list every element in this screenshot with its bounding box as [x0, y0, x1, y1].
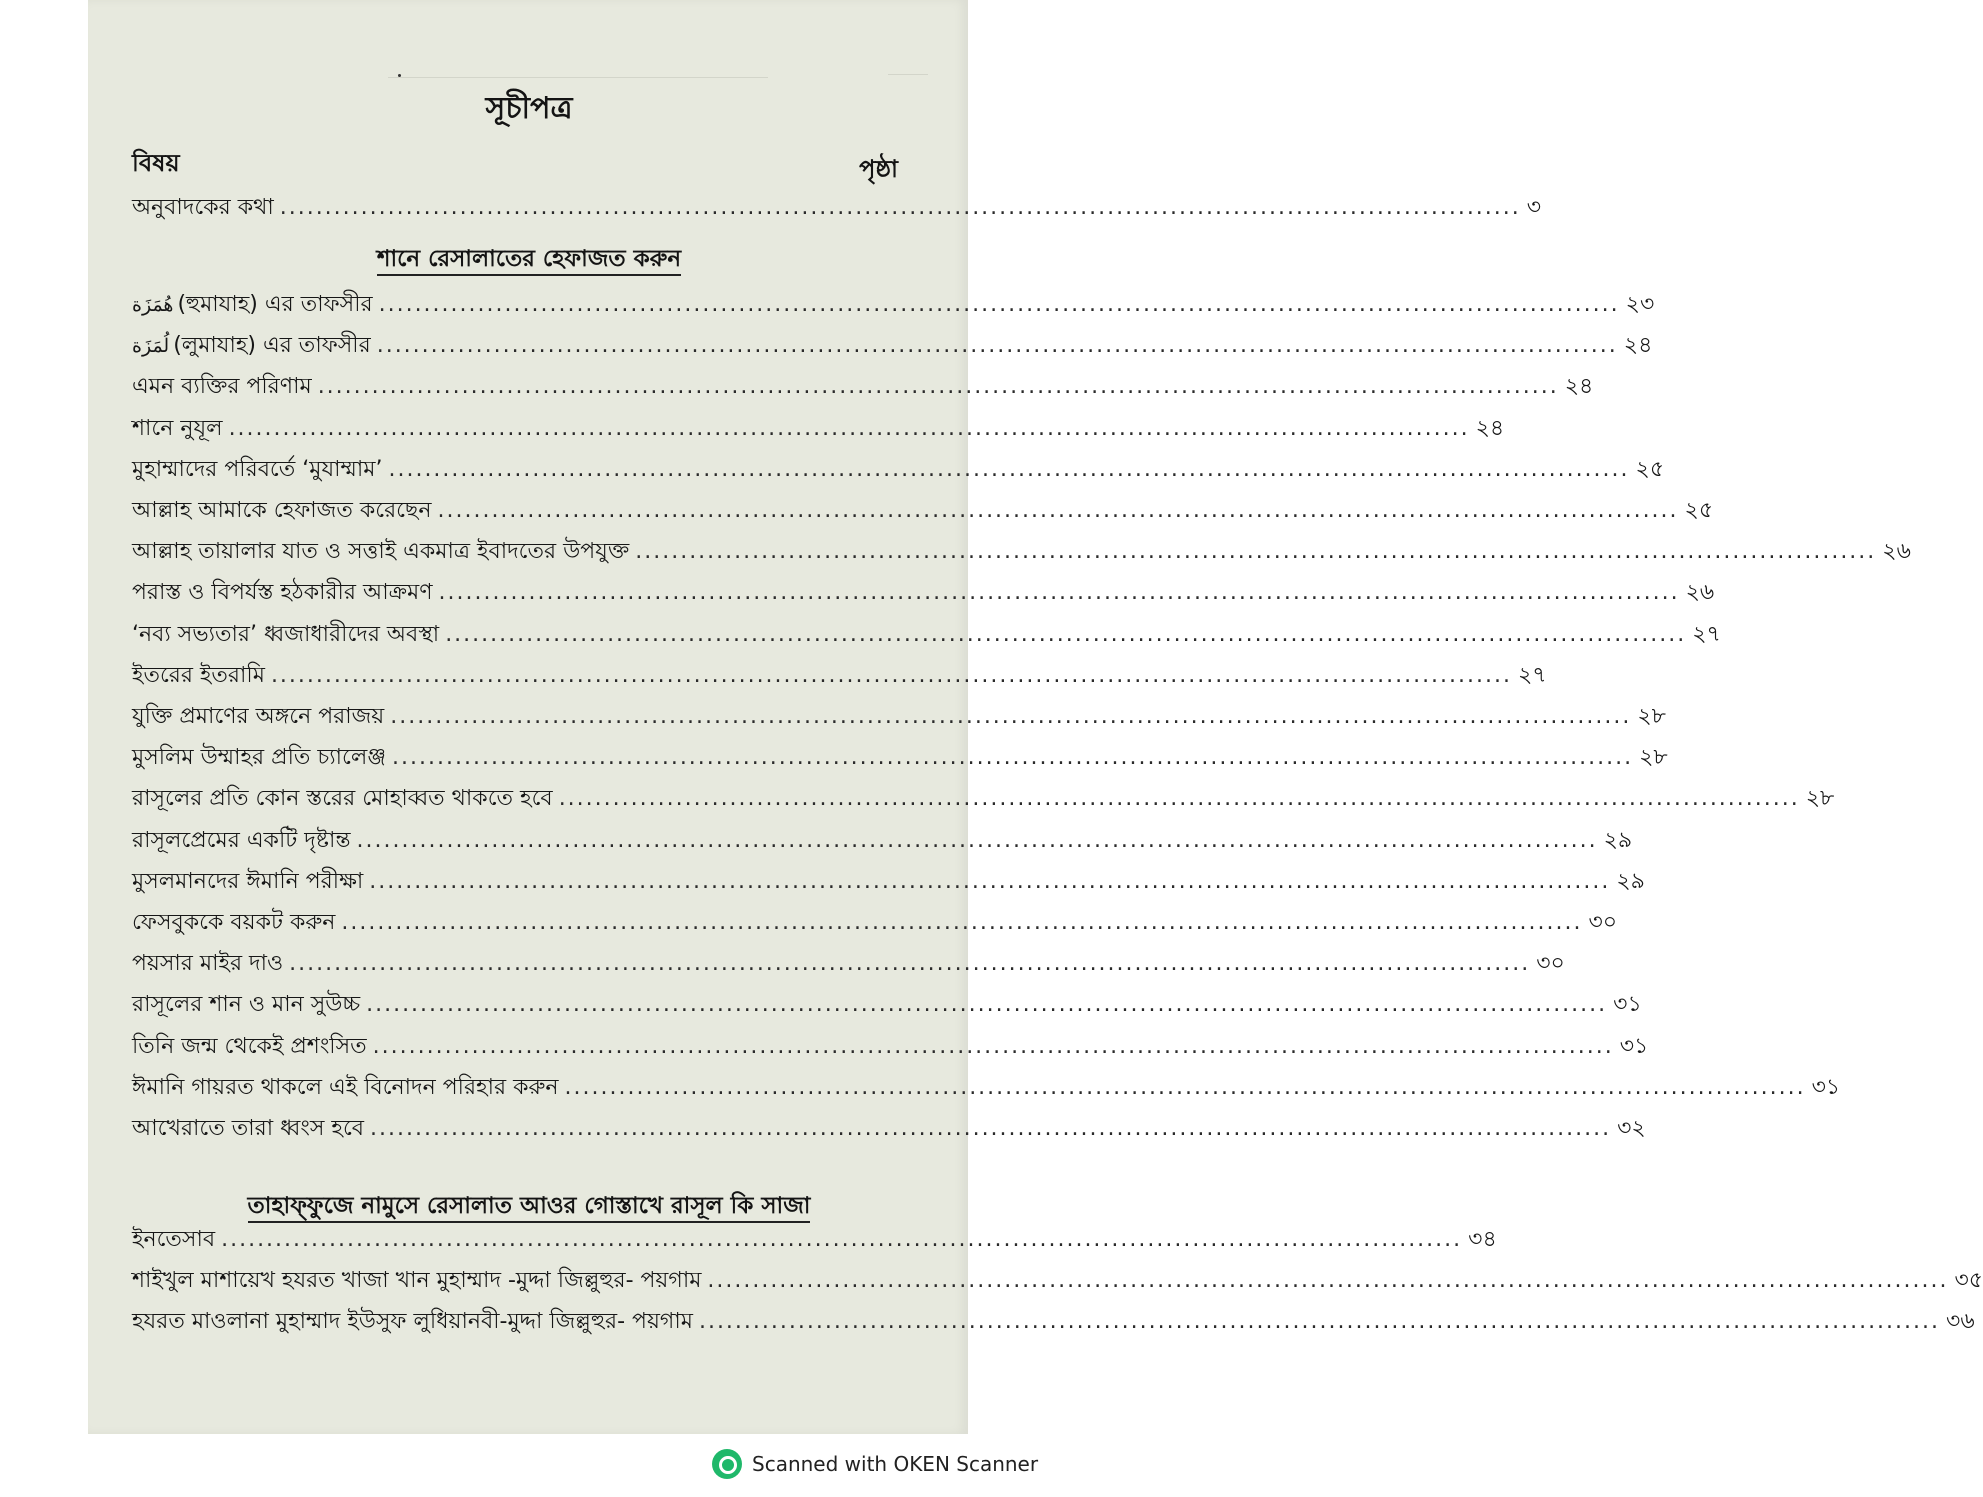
toc-entry-label: এমন ব্যক্তির পরিণাম	[132, 374, 312, 400]
toc-entry	[132, 575, 1715, 609]
toc-entry	[132, 1263, 1983, 1297]
scanner-text: Scanned with OKEN Scanner	[752, 1452, 1039, 1476]
toc-entry-label: পরাস্ত ও বিপর্যস্ত হঠকারীর আক্রমণ	[132, 580, 433, 606]
leader-dots: ..........................................................................................................................................	[270, 662, 1512, 688]
toc-entry-page: ২৮	[1639, 745, 1668, 771]
toc-entry	[132, 864, 1645, 898]
toc-entry	[132, 534, 1911, 568]
toc-entry-label: পয়সার মাইর দাও	[132, 951, 284, 977]
toc-entry-page: ৩১	[1811, 1074, 1841, 1100]
toc-entry-label: আল্লাহ তায়ালার যাত ও সত্তাই একমাত্র ইবাদতের উপযুক্ত	[132, 539, 630, 565]
toc-entry-label: ইনতেসাব	[132, 1227, 216, 1252]
toc-entry-label: শানে নুযূল	[132, 415, 223, 441]
leader-dots: ..........................................................................................................................................	[390, 704, 1632, 729]
print-speck	[398, 74, 401, 77]
leader-dots: ..........................................................................................................................................	[437, 498, 1679, 523]
toc-entry	[132, 1070, 1841, 1104]
arabic-word: لُمَزَة	[132, 335, 170, 358]
toc-entry-label: যুক্তি প্রমাণের অঙ্গনে পরাজয়	[132, 704, 385, 729]
toc-entry-page: ২৭	[1518, 662, 1547, 688]
toc-entry-page: ২৮	[1637, 704, 1666, 729]
toc-entry	[132, 190, 1542, 224]
toc-entry-page: ২৯	[1603, 827, 1633, 853]
toc-entry	[132, 740, 1668, 774]
toc-entry	[132, 617, 1721, 651]
page-title: সূচীপত্র	[485, 91, 573, 126]
toc-entry-page: ২৪	[1623, 333, 1653, 359]
toc-entry-label	[132, 287, 373, 324]
section-title: শানে রেসালাতের হেফাজত করুন	[0, 240, 1058, 279]
toc-entry	[132, 287, 1655, 321]
toc-entry-page: ২৩	[1625, 292, 1655, 317]
leader-dots: ..........................................................................................................................................	[228, 415, 1470, 441]
toc-header	[132, 145, 898, 183]
toc-entry-label: তিনি জন্ম থেকেই প্রশংসিত	[132, 1033, 367, 1059]
leader-dots: ..........................................................................................................................................	[445, 621, 1687, 647]
toc-entry-page: ২৮	[1805, 786, 1835, 812]
toc-entry	[132, 328, 1653, 362]
leader-dots: ..........................................................................................................................................	[635, 539, 1877, 565]
toc-entry-page: ৩০	[1588, 910, 1618, 935]
toc-entry-text: (লুমাযাহ) এর তাফসীর	[173, 333, 371, 359]
toc-entry	[132, 1304, 1975, 1338]
toc-entry	[132, 905, 1618, 939]
toc-entry-label: রাসূলের প্রতি কোন স্তরের মোহাব্বত থাকতে হবে	[132, 786, 553, 812]
toc-entry-label: আখেরাতে তারা ধ্বংস হবে	[132, 1116, 365, 1141]
toc-entry-page: ২৫	[1684, 498, 1714, 523]
leader-dots: ..........................................................................................................................................	[707, 1268, 1949, 1293]
toc-entry-label: মুহাম্মাদের পরিবর্তে ‘মুযাম্মাম’	[132, 456, 383, 482]
toc-entry	[132, 1029, 1649, 1063]
scanner-logo-icon	[712, 1449, 742, 1479]
leader-dots: ..........................................................................................................................................	[698, 1309, 1941, 1334]
arabic-word: هُمَزَة	[132, 294, 174, 316]
toc-entry-label: ফেসবুককে বয়কট করুন	[132, 910, 336, 935]
toc-entry	[132, 1222, 1497, 1256]
leader-dots: ..........................................................................................................................................	[378, 292, 1620, 317]
toc-entry-page: ২৫	[1635, 456, 1665, 482]
toc-entry	[132, 987, 1642, 1021]
toc-entry-page: ২৪	[1475, 415, 1505, 441]
page-heading: পৃষ্ঠা	[859, 155, 898, 183]
toc-entry-text: (হুমাযাহ) এর তাফসীর	[177, 292, 373, 317]
scanner-watermark	[712, 1447, 1038, 1481]
toc-entry	[132, 658, 1547, 692]
toc-entry	[132, 452, 1665, 486]
toc-entry-page: ২৯	[1616, 868, 1645, 894]
leader-dots: ..........................................................................................................................................	[369, 868, 1611, 894]
toc-entry-label: ঈমানি গায়রত থাকলে এই বিনোদন পরিহার করুন	[132, 1074, 559, 1100]
leader-dots: ..........................................................................................................................................	[558, 786, 1800, 812]
toc-entry-label: মুসলমানদের ঈমানি পরীক্ষা	[132, 868, 364, 894]
toc-entry-page: ৩১	[1613, 992, 1642, 1018]
toc-entry	[132, 1111, 1646, 1145]
leader-dots: ..........................................................................................................................................	[341, 910, 1583, 935]
leader-dots: ..........................................................................................................................................	[279, 195, 1521, 220]
leader-dots: ..........................................................................................................................................	[392, 745, 1634, 771]
toc-entry-page: ২৬	[1882, 539, 1911, 565]
leader-dots: ..........................................................................................................................................	[356, 827, 1598, 853]
toc-entry	[132, 411, 1505, 445]
toc-entry	[132, 369, 1594, 403]
toc-entry-page: ৩	[1526, 195, 1542, 220]
toc-entry-label: আল্লাহ আমাকে হেফাজত করেছেন	[132, 498, 432, 523]
toc-entry-page: ৩৫	[1954, 1268, 1983, 1293]
toc-entry-label: রাসূলপ্রেমের একটি দৃষ্টান্ত	[132, 827, 351, 853]
toc-entry-page: ২৭	[1692, 621, 1721, 647]
toc-entry-label	[132, 328, 371, 365]
toc-entry-page: ৩৬	[1946, 1309, 1975, 1334]
section-title: তাহাফ্ফুজে নামুসে রেসালাত আওর গোস্তাখে রাসূল কি সাজা	[0, 1187, 1058, 1226]
toc-entry-label: শাইখুল মাশায়েখ হযরত খাজা খান মুহাম্মাদ -মুদ্দা জিল্লুহুর- পয়গাম	[132, 1268, 702, 1293]
toc-entry-label: অনুবাদকের কথা	[132, 195, 274, 220]
toc-entry-label: রাসূলের শান ও মান সুউচ্চ	[132, 992, 361, 1018]
toc-entry-page: ৩৪	[1468, 1227, 1497, 1252]
leader-dots: ..........................................................................................................................................	[317, 374, 1559, 400]
toc-entry-label: ইতরের ইতরামি	[132, 662, 265, 688]
leader-dots: ..........................................................................................................................................	[438, 580, 1680, 606]
toc-entry-label: মুসলিম উম্মাহর প্রতি চ্যালেঞ্জ	[132, 745, 387, 771]
bleed-through-header	[388, 55, 768, 78]
toc-entry	[132, 781, 1835, 815]
leader-dots: ..........................................................................................................................................	[370, 1116, 1612, 1141]
toc-entry-page: ৩২	[1617, 1116, 1646, 1141]
toc-entry	[132, 946, 1565, 980]
leader-dots: ..........................................................................................................................................	[289, 951, 1531, 977]
leader-dots: ..........................................................................................................................................	[221, 1227, 1463, 1252]
toc-entry-page: ২৬	[1685, 580, 1715, 606]
bleed-through-page-number	[888, 52, 928, 75]
toc-entry	[132, 699, 1666, 733]
leader-dots: ..........................................................................................................................................	[564, 1074, 1806, 1100]
toc-entry	[132, 493, 1714, 527]
subject-heading: বিষয়	[132, 149, 180, 177]
leader-dots: ..........................................................................................................................................	[388, 456, 1630, 482]
leader-dots: ..........................................................................................................................................	[366, 992, 1608, 1018]
leader-dots: ..........................................................................................................................................	[376, 333, 1618, 359]
toc-entry	[132, 823, 1633, 857]
toc-entry-page: ৩০	[1536, 951, 1565, 977]
leader-dots: ..........................................................................................................................................	[372, 1033, 1614, 1059]
toc-entry-label: হযরত মাওলানা মুহাম্মাদ ইউসুফ লুধিয়ানবী-মুদ্দা জিল্লুহুর- পয়গাম	[132, 1309, 693, 1334]
toc-entry-page: ৩১	[1619, 1033, 1649, 1059]
toc-entry-page: ২৪	[1564, 374, 1594, 400]
toc-entry-label: ‘নব্য সভ্যতার’ ধ্বজাধারীদের অবস্থা	[132, 621, 440, 647]
